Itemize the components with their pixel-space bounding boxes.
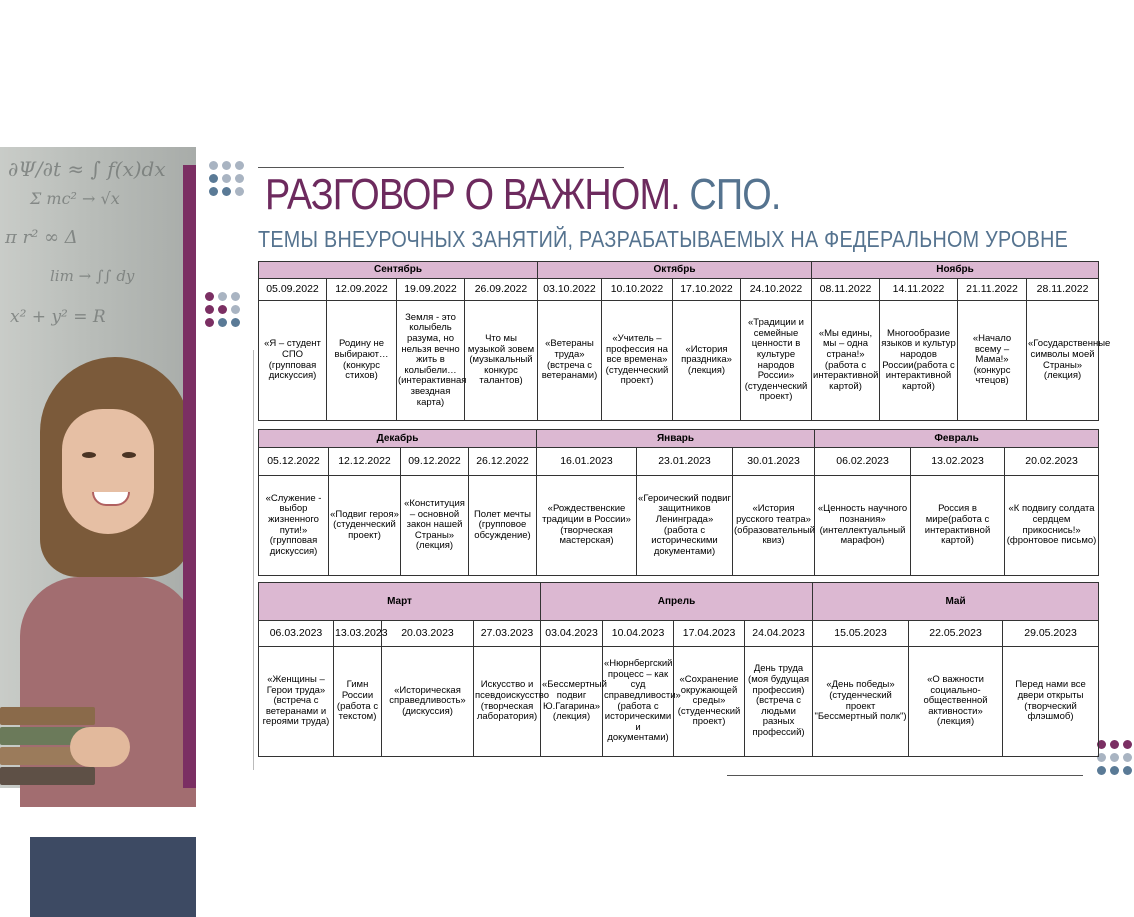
topic-cell: Россия в мире(работа с интерактивной картой) xyxy=(911,476,1005,576)
divider-line xyxy=(727,775,1083,776)
month-header: Февраль xyxy=(815,430,1099,448)
topic-cell: Многообразие языков и культур народов России(работа с интерактивной картой) xyxy=(880,301,958,421)
date-cell: 06.02.2023 xyxy=(815,448,911,476)
month-header: Март xyxy=(259,583,541,621)
date-cell: 24.04.2023 xyxy=(745,621,813,647)
date-cell: 17.04.2023 xyxy=(674,621,745,647)
topic-cell: «Мы едины, мы – одна страна!» (работа с интерактивной картой) xyxy=(812,301,880,421)
date-cell: 13.02.2023 xyxy=(911,448,1005,476)
month-header: Сентябрь xyxy=(259,262,538,279)
topic-cell: «Бессмертный подвиг Ю.Гагарина» (лекция) xyxy=(541,647,603,757)
date-cell: 05.12.2022 xyxy=(259,448,329,476)
date-cell: 26.12.2022 xyxy=(469,448,537,476)
date-cell: 27.03.2023 xyxy=(474,621,541,647)
topic-cell: День труда (моя будущая профессия) (встреча с людьми разных профессий) xyxy=(745,647,813,757)
topic-cell: Полет мечты (групповое обсуждение) xyxy=(469,476,537,576)
topic-cell: Перед нами все двери открыты (творческий флэшмоб) xyxy=(1003,647,1099,757)
topic-cell: «Рождественские традиции в России» (творческая мастерская) xyxy=(537,476,637,576)
topic-cell: «Служение - выбор жизненного пути!» (групповая дискуссия) xyxy=(259,476,329,576)
date-cell: 16.01.2023 xyxy=(537,448,637,476)
date-cell: 30.01.2023 xyxy=(733,448,815,476)
topic-cell: Что мы музыкой зовем (музыкальный конкурс талантов) xyxy=(465,301,538,421)
formula-scribble: lim → ∫∫ dy xyxy=(50,267,135,285)
formula-scribble: x² + y² = R xyxy=(10,307,106,327)
date-cell: 03.04.2023 xyxy=(541,621,603,647)
arm-shape xyxy=(70,727,130,767)
date-cell: 28.11.2022 xyxy=(1027,279,1099,301)
topic-cell: «К подвигу солдата сердцем прикоснись!» (фронтовое письмо) xyxy=(1005,476,1099,576)
topic-cell: «История праздника» (лекция) xyxy=(673,301,741,421)
topic-cell: «Сохранение окружающей среды» (студенческий проект) xyxy=(674,647,745,757)
month-header: Апрель xyxy=(541,583,813,621)
topic-cell: «Я – студент СПО (групповая дискуссия) xyxy=(259,301,327,421)
topic-cell: «Ветераны труда» (встреча с ветеранами) xyxy=(538,301,602,421)
topic-cell: Родину не выбирают… (конкурс стихов) xyxy=(327,301,397,421)
topic-cell: «Ценность научного познания» (интеллектуальный марафон) xyxy=(815,476,911,576)
date-cell: 24.10.2022 xyxy=(741,279,812,301)
topic-cell: «Начало всему – Мама!» (конкурс чтецов) xyxy=(958,301,1027,421)
jeans-shape xyxy=(30,837,196,917)
topic-cell: «Государственные символы моей Страны» (лекция) xyxy=(1027,301,1099,421)
date-cell: 03.10.2022 xyxy=(538,279,602,301)
title-part2: СПО. xyxy=(689,170,781,219)
topic-cell: «Женщины – Герои труда» (встреча с ветеранами и героями труда) xyxy=(259,647,334,757)
divider-line xyxy=(258,167,624,168)
topic-cell: «Историческая справедливость» (дискуссия) xyxy=(382,647,474,757)
date-cell: 14.11.2022 xyxy=(880,279,958,301)
date-cell: 19.09.2022 xyxy=(397,279,465,301)
topic-cell: «Учитель – профессия на все времена» (студенческий проект) xyxy=(602,301,673,421)
date-cell: 10.04.2023 xyxy=(603,621,674,647)
eye-shape xyxy=(122,452,136,458)
date-cell: 12.09.2022 xyxy=(327,279,397,301)
date-cell: 20.03.2023 xyxy=(382,621,474,647)
title-part1: РАЗГОВОР О ВАЖНОМ. xyxy=(265,170,680,219)
formula-scribble: Σ mc² → √x xyxy=(30,189,120,208)
accent-bar xyxy=(183,165,196,788)
formula-scribble: π r² ∞ Δ xyxy=(5,227,78,248)
topic-cell: «Традиции и семейные ценности в культуре народов России» (студенческий проект) xyxy=(741,301,812,421)
date-cell: 23.01.2023 xyxy=(637,448,733,476)
date-cell: 29.05.2023 xyxy=(1003,621,1099,647)
date-cell: 22.05.2023 xyxy=(909,621,1003,647)
dots-decoration xyxy=(205,292,240,327)
topic-cell: «О важности социально-общественной активности» (лекция) xyxy=(909,647,1003,757)
month-header: Декабрь xyxy=(259,430,537,448)
date-cell: 09.12.2022 xyxy=(401,448,469,476)
date-cell: 21.11.2022 xyxy=(958,279,1027,301)
schedule-table-winter xyxy=(258,429,1099,576)
date-cell: 06.03.2023 xyxy=(259,621,334,647)
date-cell: 17.10.2022 xyxy=(673,279,741,301)
divider-line xyxy=(253,350,254,770)
topic-cell: Искусство и псевдоискусство (творческая лаборатория) xyxy=(474,647,541,757)
date-cell: 10.10.2022 xyxy=(602,279,673,301)
topic-cell: Земля - это колыбель разума, но нельзя вечно жить в колыбели… (интерактивная звездная карта) xyxy=(397,301,465,421)
topic-cell: «Героический подвиг защитников Ленинграда» (работа с историческими документами) xyxy=(637,476,733,576)
date-cell: 26.09.2022 xyxy=(465,279,538,301)
month-header: Январь xyxy=(537,430,815,448)
schedule-table-autumn xyxy=(258,261,1111,421)
page-title xyxy=(265,170,780,220)
eye-shape xyxy=(82,452,96,458)
face-shape xyxy=(62,409,154,534)
month-header: Май xyxy=(813,583,1099,621)
date-cell: 15.05.2023 xyxy=(813,621,909,647)
month-header: Ноябрь xyxy=(812,262,1099,279)
formula-scribble: ∂Ψ/∂t ≈ ∫ f(x)dx xyxy=(8,157,166,181)
topic-cell: Гимн России (работа с текстом) xyxy=(334,647,382,757)
date-cell: 08.11.2022 xyxy=(812,279,880,301)
date-cell: 13.03.2023 xyxy=(334,621,382,647)
topic-cell: «Конституция – основной закон нашей Страны» (лекция) xyxy=(401,476,469,576)
topic-cell: «Подвиг героя» (студенческий проект) xyxy=(329,476,401,576)
date-cell: 20.02.2023 xyxy=(1005,448,1099,476)
schedule-table-spring xyxy=(258,582,1099,757)
month-header: Октябрь xyxy=(538,262,812,279)
topic-cell: «Нюрнбергский процесс – как суд справедливости» (работа с историческими и документами) xyxy=(603,647,674,757)
student-photo xyxy=(0,147,196,788)
page-subtitle: ТЕМЫ ВНЕУРОЧНЫХ ЗАНЯТИЙ, РАЗРАБАТЫВАЕМЫХ НА ФЕДЕРАЛЬНОМ УРОВНЕ xyxy=(258,226,1069,252)
dots-decoration xyxy=(209,161,244,196)
date-cell: 05.09.2022 xyxy=(259,279,327,301)
date-cell: 12.12.2022 xyxy=(329,448,401,476)
topic-cell: «День победы» (студенческий проект "Бессмертный полк") xyxy=(813,647,909,757)
topic-cell: «История русского театра» (образовательный квиз) xyxy=(733,476,815,576)
dots-decoration xyxy=(1097,740,1132,775)
